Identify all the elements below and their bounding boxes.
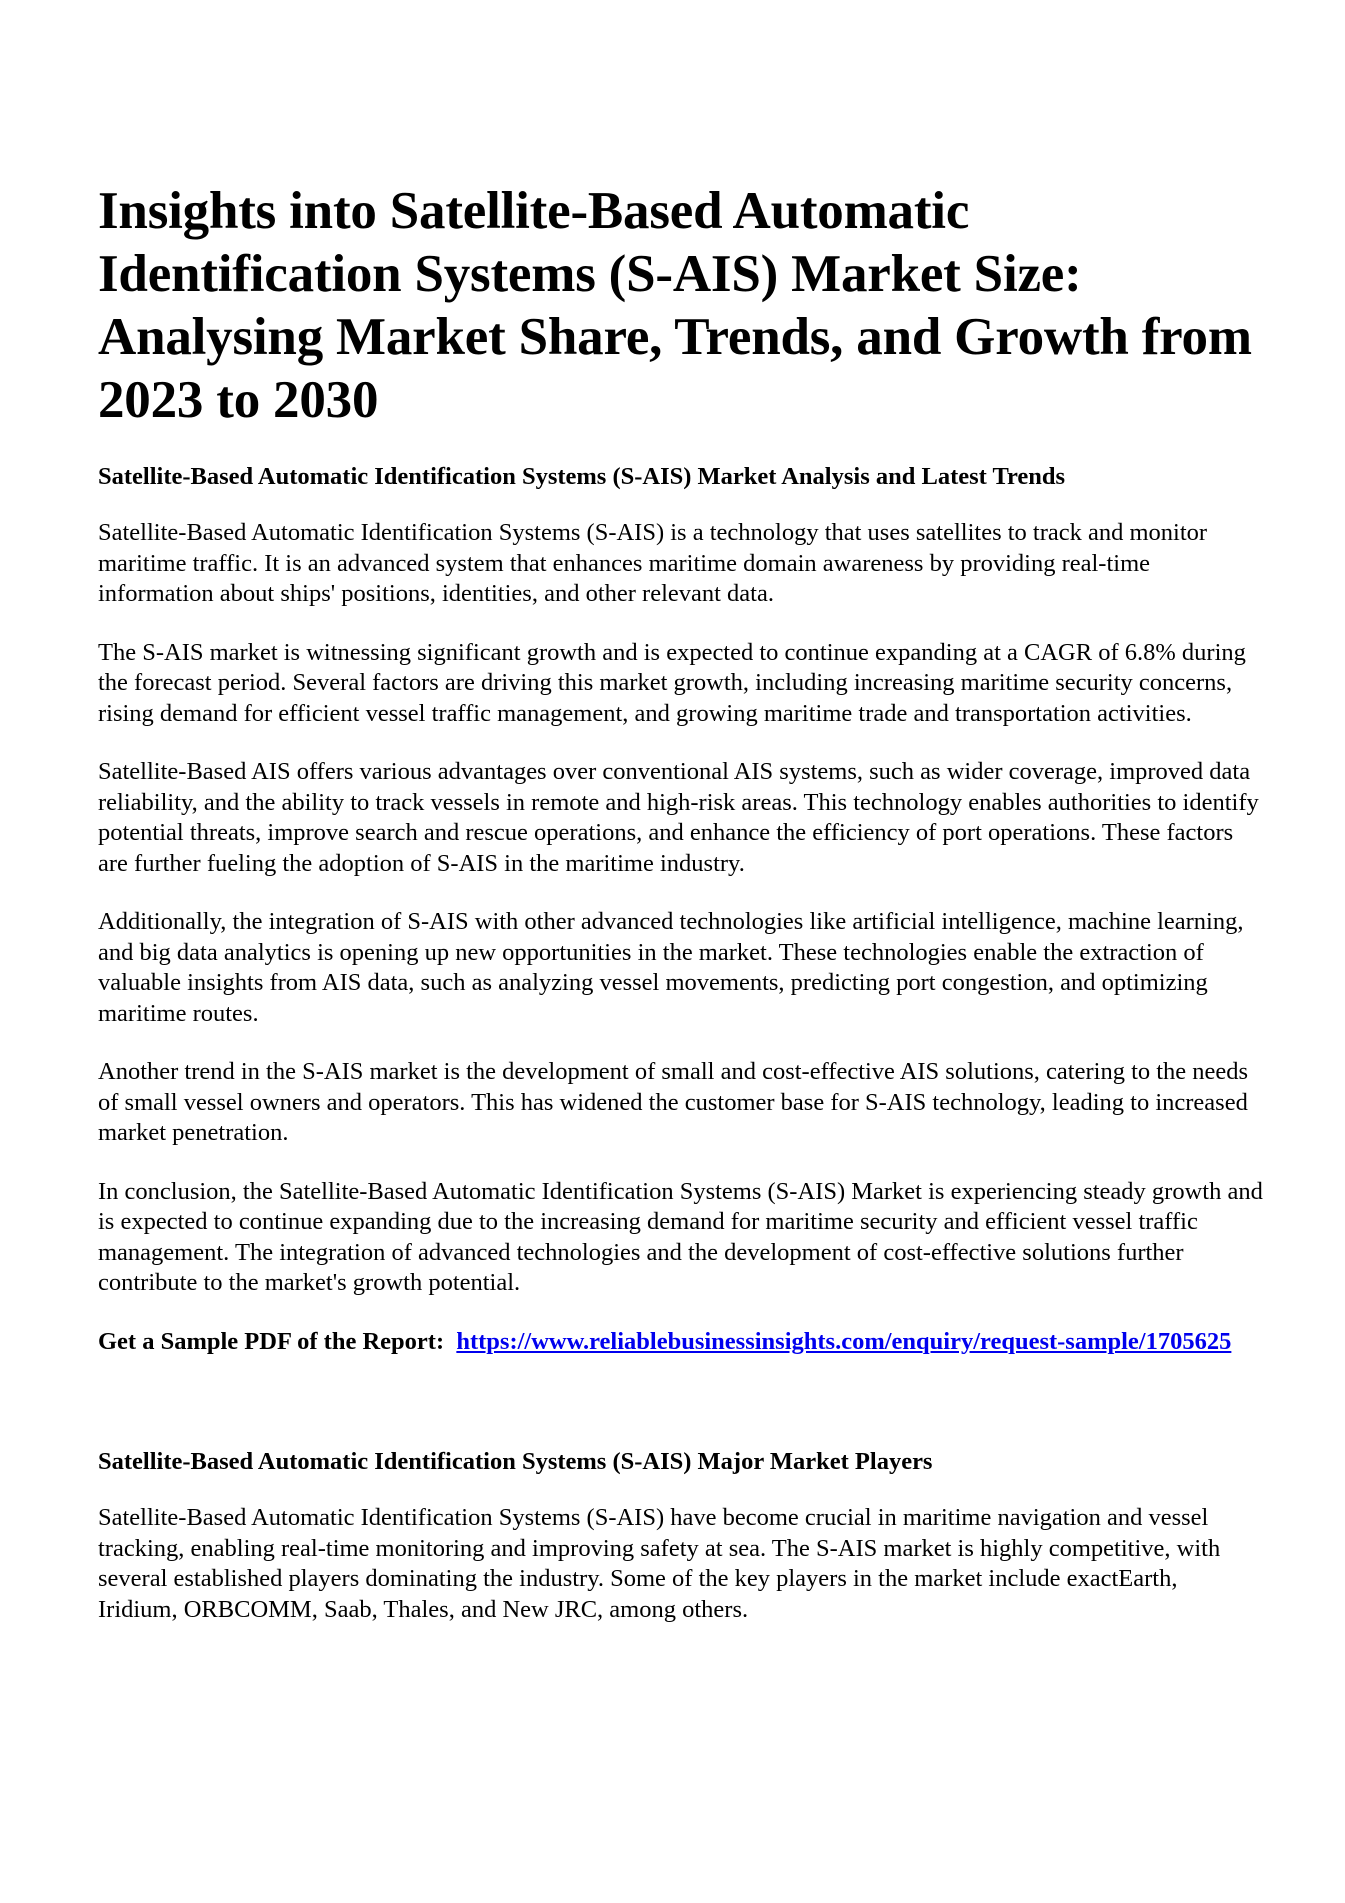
section-heading-players: Satellite-Based Automatic Identification Systems (S-AIS) Major Market Players [98, 1448, 933, 1475]
document-title: Insights into Satellite-Based Automatic Identification Systems (S-AIS) Market Size: Analysing Market Share, Trends, and Growth from 2023 to 2030 [98, 182, 1252, 429]
document-page [98, 180, 1263, 1653]
paragraph: Another trend in the S-AIS market is the development of small and cost-effective AIS solutions, catering to the needs of small vessel owners and operators. This has widened the customer base for S-AIS technology, leading to increased market penetration. [98, 1058, 1249, 1146]
paragraph: In conclusion, the Satellite-Based Automatic Identification Systems (S-AIS) Market is experiencing steady growth and is expected to continue expanding due to the increasing demand for maritime security and efficient vessel traffic management. The integration of advanced technologies and the development of cost-effective solutions further contribute to the market's growth potential. [98, 1177, 1263, 1296]
paragraph: The S-AIS market is witnessing significant growth and is expected to continue expanding at a CAGR of 6.8% during the forecast period. Several factors are driving this market growth, including increasing maritime security concerns, rising demand for efficient vessel traffic management, and growing maritime trade and transportation activities. [98, 638, 1246, 727]
sample-pdf-callout [98, 1327, 1263, 1358]
paragraph: Satellite-Based AIS offers various advantages over conventional AIS systems, such as wider coverage, improved data reliability, and the ability to track vessels in remote and high-risk areas. This technology enables authorities to identify potential threats, improve search and rescue operations, and enhance the efficiency of port operations. These factors are further fueling the adoption of S-AIS in the maritime industry. [98, 758, 1259, 877]
paragraph: Satellite-Based Automatic Identification Systems (S-AIS) is a technology that uses satellites to track and monitor maritime traffic. It is an advanced system that enhances maritime domain awareness by providing real-time information about ships' positions, identities, and other relevant data. [98, 519, 1208, 607]
paragraph: Satellite-Based Automatic Identification Systems (S-AIS) have become crucial in maritime navigation and vessel tracking, enabling real-time monitoring and improving safety at sea. The S-AIS market is highly competitive, with several established players dominating the industry. Some of the key players in the market include exactEarth, Iridium, ORBCOMM, Saab, Thales, and New JRC, among others. [98, 1504, 1221, 1623]
paragraph: Additionally, the integration of S-AIS with other advanced technologies like artificial intelligence, machine learning, and big data analytics is opening up new opportunities in the market. These technologies enable the extraction of valuable insights from AIS data, such as analyzing vessel movements, predicting port congestion, and optimizing maritime routes. [98, 908, 1244, 1027]
sample-pdf-label: Get a Sample PDF of the Report: [98, 1327, 445, 1355]
sample-pdf-link[interactable]: https://www.reliablebusinessinsights.com/enquiry/request-sample/1705625 [456, 1327, 1232, 1355]
section-heading-analysis: Satellite-Based Automatic Identification Systems (S-AIS) Market Analysis and Latest Trends [98, 463, 1066, 490]
